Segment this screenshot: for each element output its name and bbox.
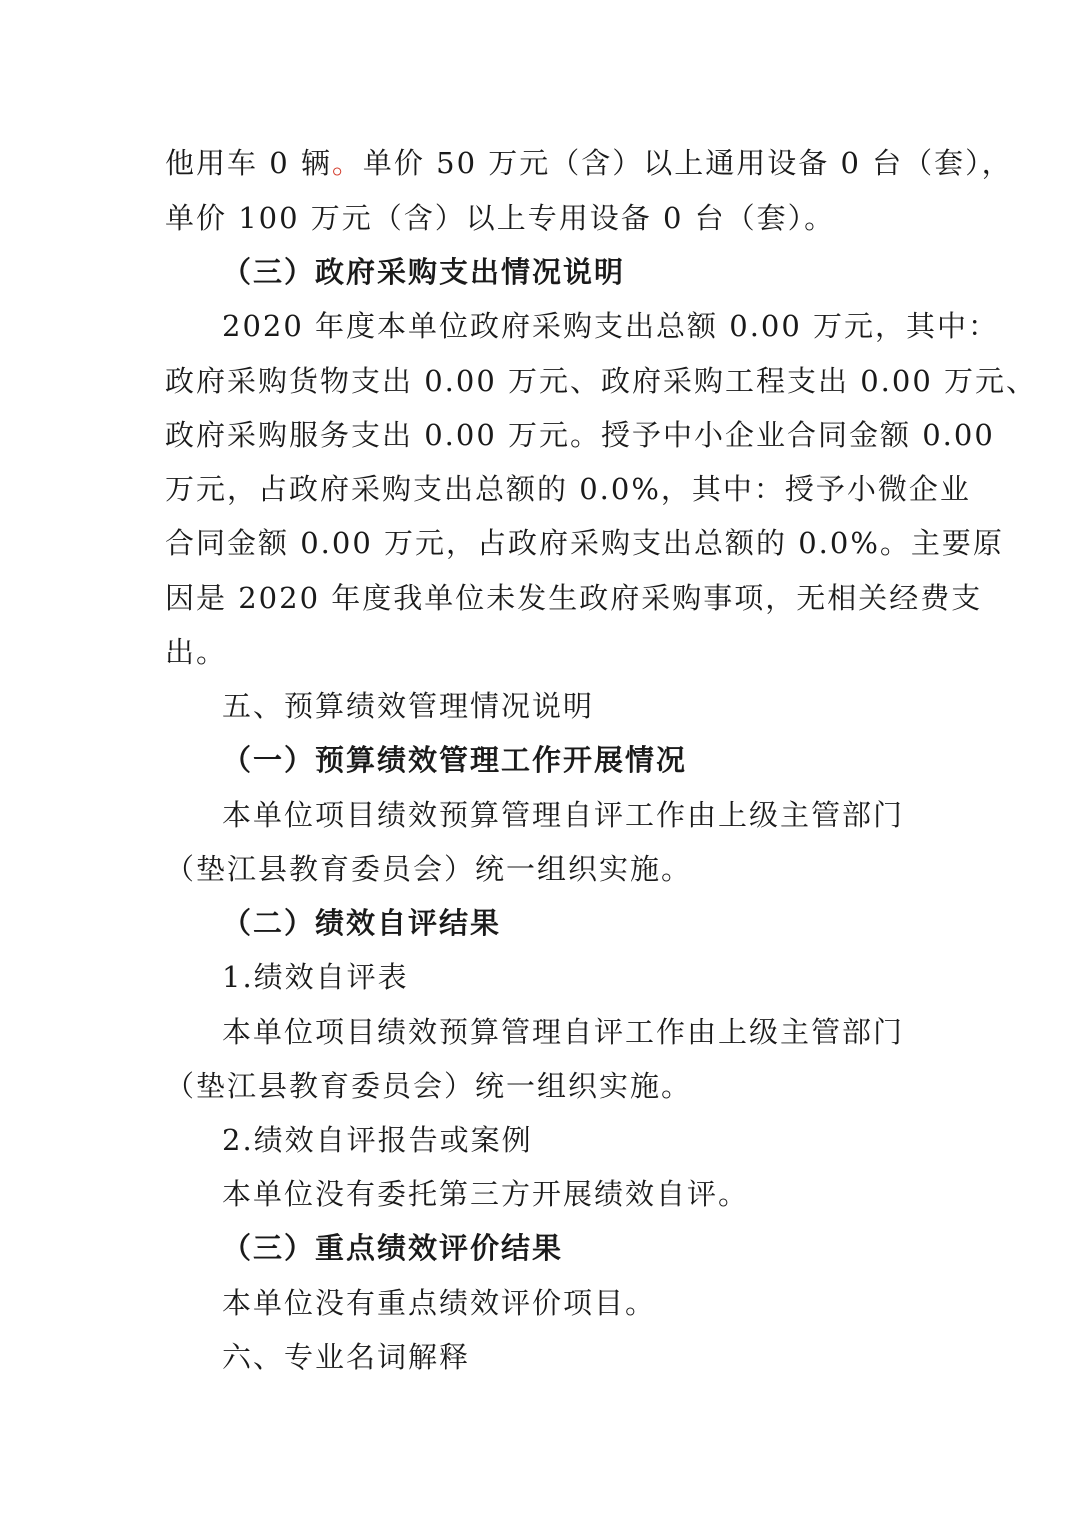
- paragraph-line: 政府采购服务支出 0.00 万元。授予中小企业合同金额 0.00: [165, 418, 995, 452]
- paragraph-line: 单价 100 万元（含）以上专用设备 0 台（套）。: [165, 201, 836, 235]
- paragraph-line: 万元，占政府采购支出总额的 0.0%，其中：授予小微企业: [165, 472, 971, 506]
- subsection-heading: 2.绩效自评报告或案例: [222, 1123, 533, 1157]
- chapter-heading: 六、专业名词解释: [222, 1340, 471, 1374]
- section-heading: （三）重点绩效评价结果: [222, 1231, 564, 1265]
- paragraph-line: [165, 143, 1013, 183]
- section-heading: （一）预算绩效管理工作开展情况: [222, 743, 688, 777]
- section-heading: （二）绩效自评结果: [222, 906, 502, 940]
- paragraph-line: 本单位没有委托第三方开展绩效自评。: [222, 1177, 750, 1211]
- paragraph-line: 政府采购货物支出 0.00 万元、政府采购工程支出 0.00 万元、: [165, 364, 1038, 398]
- paragraph-line: 因是 2020 年度我单位未发生政府采购事项，无相关经费支: [165, 581, 983, 615]
- paragraph-line: 本单位项目绩效预算管理自评工作由上级主管部门: [222, 798, 905, 832]
- paragraph-line: 合同金额 0.00 万元，占政府采购支出总额的 0.0%。主要原: [165, 526, 1004, 560]
- red-period-mark: 。: [331, 146, 363, 180]
- paragraph-line: （垫江县教育委员会）统一组织实施。: [165, 1069, 693, 1103]
- line-text: 他用车 0 辆: [165, 146, 332, 180]
- chapter-heading: 五、预算绩效管理情况说明: [222, 689, 595, 723]
- paragraph-line: 本单位没有重点绩效评价项目。: [222, 1286, 657, 1320]
- paragraph-line: 2020 年度本单位政府采购支出总额 0.00 万元，其中：: [222, 309, 1000, 343]
- paragraph-line: （垫江县教育委员会）统一组织实施。: [165, 852, 693, 886]
- subsection-heading: 1.绩效自评表: [222, 960, 409, 994]
- section-heading: （三）政府采购支出情况说明: [222, 255, 626, 289]
- paragraph-line: 本单位项目绩效预算管理自评工作由上级主管部门: [222, 1015, 905, 1049]
- paragraph-line: 出。: [165, 635, 228, 669]
- line-text: 单价 50 万元（含）以上通用设备 0 台（套），: [362, 146, 1013, 180]
